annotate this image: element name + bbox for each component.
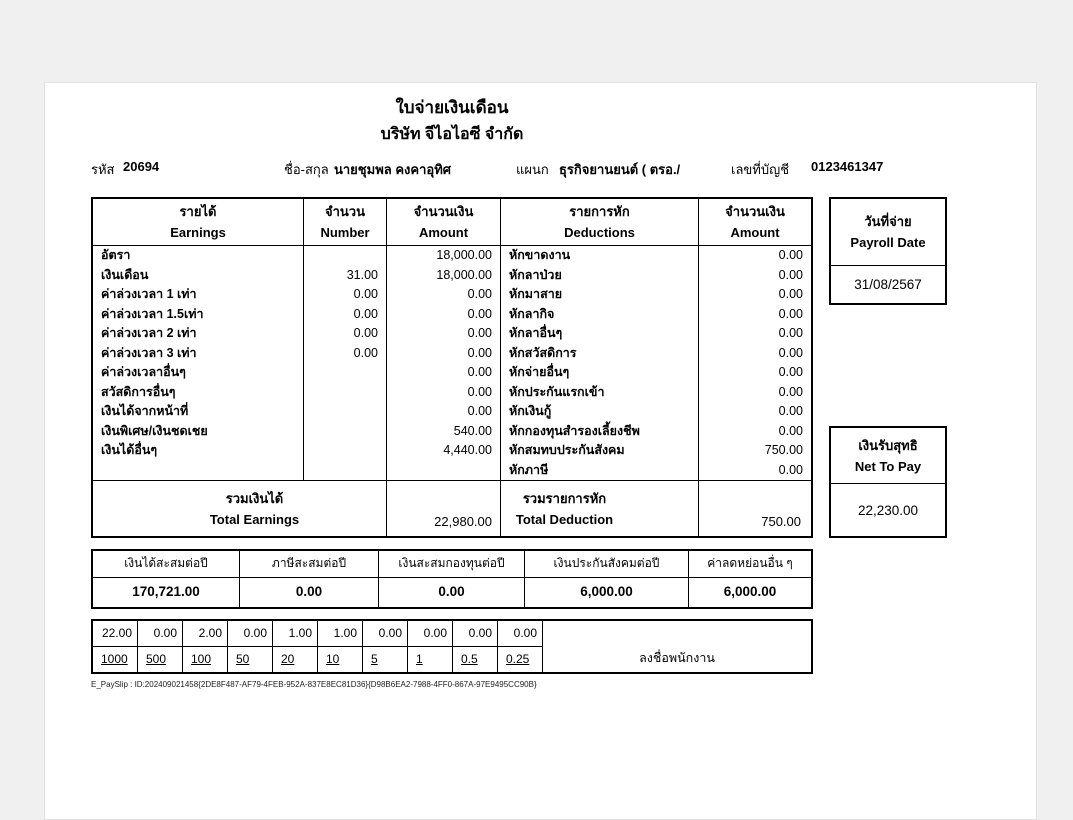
earning-row-amount: 540.00 xyxy=(453,423,492,438)
payroll-table-header xyxy=(93,199,811,246)
payroll-table-body xyxy=(93,246,811,480)
employee-name: นายชุมพล คงคาอุทิศ xyxy=(334,162,452,177)
header-number: จำนวน Number xyxy=(303,199,386,245)
earning-row-amount: 0.00 xyxy=(467,384,492,399)
earning-row-label: เงินเดือน xyxy=(101,267,149,282)
employee-code-label: รหัส xyxy=(91,162,115,177)
earning-row-number xyxy=(304,363,386,383)
denomination-count-cell: 0.00 xyxy=(408,621,453,647)
deduction-row-amount: 0.00 xyxy=(778,267,803,282)
net-to-pay-value: 22,230.00 xyxy=(857,502,919,518)
deduction-row-label: หักภาษี xyxy=(509,462,549,477)
earning-row-label: ค่าล่วงเวลาอื่นๆ xyxy=(101,365,186,379)
denomination-value-cell xyxy=(273,647,318,673)
deduction-row-label: หักลาอื่นๆ xyxy=(509,326,563,340)
denomination-value-cell xyxy=(318,647,363,673)
denomination-value: 0.25 xyxy=(506,652,530,667)
summary-column-value: 6,000.00 xyxy=(688,578,811,607)
denomination-value-cell xyxy=(453,647,498,673)
denomination-value: 1000 xyxy=(101,652,128,667)
header-deductions-amount: จำนวนเงิน Amount xyxy=(698,199,811,245)
total-deduction-label: รวมรายการหัก Total Deduction xyxy=(500,481,698,536)
summary-column-label: เงินได้สะสมต่อปี xyxy=(124,556,208,570)
denomination-value: 10 xyxy=(326,652,340,667)
denomination-value-cell xyxy=(138,647,183,673)
denomination-value-cell xyxy=(363,647,408,673)
deduction-row-amount: 0.00 xyxy=(778,423,803,438)
earning-row-number xyxy=(304,246,386,266)
deduction-row-label: หักลากิจ xyxy=(509,306,555,321)
deduction-row-label: หักสวัสดิการ xyxy=(509,345,577,360)
total-earnings-amount: 22,980.00 xyxy=(386,481,500,536)
deduction-row-amount: 0.00 xyxy=(778,462,803,477)
earning-row-label: เงินได้จากหน้าที่ xyxy=(101,404,189,418)
summary-column-label: ค่าลดหย่อนอื่น ๆ xyxy=(688,551,811,577)
denomination-counts-row xyxy=(93,621,543,647)
denomination-values-row xyxy=(93,647,543,673)
earning-row-label: ค่าล่วงเวลา 1.5เท่า xyxy=(101,306,204,321)
earning-row-number xyxy=(304,441,386,461)
deductions-amount-column xyxy=(698,246,811,480)
earnings-amount-column xyxy=(386,246,500,480)
header-earnings-amount: จำนวนเงิน Amount xyxy=(386,199,500,245)
header-deductions: รายการหัก Deductions xyxy=(500,199,698,245)
earning-row-number xyxy=(304,422,386,442)
yearly-summary-header-row xyxy=(93,551,811,578)
account-number-label: เลขที่บัญชี xyxy=(731,162,790,177)
denomination-value-cell xyxy=(408,647,453,673)
denomination-count-cell: 0.00 xyxy=(138,621,183,647)
earning-row-amount: 4,440.00 xyxy=(443,443,492,457)
earning-row-label: สวัสดิการอื่นๆ xyxy=(101,384,176,399)
summary-column-value: 170,721.00 xyxy=(132,584,200,599)
earning-row-amount: 0.00 xyxy=(467,404,492,418)
summary-column-label: ภาษีสะสมต่อปี xyxy=(239,551,378,577)
deduction-row-amount: 0.00 xyxy=(778,306,803,321)
earning-row-number xyxy=(304,402,386,422)
deduction-row-amount: 0.00 xyxy=(778,365,803,379)
denomination-count-cell: 1.00 xyxy=(318,621,363,647)
earning-row-number: 0.00 xyxy=(353,326,378,340)
denomination-value: 5 xyxy=(371,652,378,667)
earnings-number-column xyxy=(303,246,386,480)
earning-row-amount: 18,000.00 xyxy=(436,267,492,282)
denomination-value: 0.5 xyxy=(461,652,478,667)
deduction-row-label: หักขาดงาน xyxy=(509,248,571,262)
denomination-count-cell: 22.00 xyxy=(93,621,138,647)
denomination-count-cell: 0.00 xyxy=(498,621,543,647)
deduction-row-amount: 0.00 xyxy=(778,248,803,262)
department-value: ธุรกิจยานยนต์ ( ตรอ./ xyxy=(559,162,681,177)
deduction-row-label: หักสมทบประกันสังคม xyxy=(509,443,625,457)
earnings-labels-column xyxy=(93,246,303,480)
denomination-count-cell: 0.00 xyxy=(453,621,498,647)
earning-row-label: ค่าล่วงเวลา 2 เท่า xyxy=(101,326,197,340)
deduction-row-label: หักเงินกู้ xyxy=(509,404,552,418)
company-name: บริษัท จีไอไอซี จำกัด xyxy=(380,126,524,143)
earning-row-number: 31.00 xyxy=(346,267,378,282)
denomination-value: 1 xyxy=(416,652,423,667)
deduction-row-label: หักมาสาย xyxy=(509,287,563,301)
employee-info-row xyxy=(91,159,991,181)
deduction-row-amount: 0.00 xyxy=(778,345,803,360)
account-number: 0123461347 xyxy=(811,159,884,174)
yearly-summary-value-row xyxy=(93,578,811,607)
earning-row-label: อัตรา xyxy=(101,248,131,262)
earning-row-label: ค่าล่วงเวลา 1 เท่า xyxy=(101,287,197,301)
payroll-table-totals xyxy=(93,480,811,536)
earning-row-amount: 18,000.00 xyxy=(436,248,492,262)
summary-column-label: เงินสะสมกองทุนต่อปี xyxy=(378,551,524,577)
earning-row-number: 0.00 xyxy=(353,287,378,301)
yearly-summary-table xyxy=(91,549,813,609)
deduction-row-amount: 0.00 xyxy=(778,384,803,399)
earning-row-number: 0.00 xyxy=(353,345,378,360)
deduction-row-amount: 0.00 xyxy=(778,404,803,418)
deduction-row-label: หักลาป่วย xyxy=(509,267,562,282)
earning-row-label: ค่าล่วงเวลา 3 เท่า xyxy=(101,345,197,360)
payroll-date-value: 31/08/2567 xyxy=(854,277,922,292)
earning-row-amount: 0.00 xyxy=(467,306,492,321)
denomination-count-cell: 1.00 xyxy=(273,621,318,647)
deduction-row-amount: 750.00 xyxy=(764,443,803,457)
earning-row-amount: 0.00 xyxy=(467,345,492,360)
denomination-value-cell xyxy=(228,647,273,673)
deduction-row-label: หักกองทุนสำรองเลี้ยงชีพ xyxy=(509,423,640,438)
earning-row-number xyxy=(304,383,386,403)
employee-signature-cell xyxy=(543,621,811,672)
deductions-labels-column xyxy=(500,246,698,480)
earning-row-amount: 0.00 xyxy=(467,365,492,379)
deduction-row-amount: 0.00 xyxy=(778,326,803,340)
document-title: ใบจ่ายเงินเดือน xyxy=(395,98,509,117)
total-earnings-label: รวมเงินได้ Total Earnings xyxy=(209,490,300,527)
denomination-value-cell xyxy=(498,647,543,673)
denomination-count-cell: 2.00 xyxy=(183,621,228,647)
denomination-value-cell xyxy=(183,647,228,673)
deduction-row-amount: 0.00 xyxy=(778,287,803,301)
signature-label: ลงชื่อพนักงาน xyxy=(639,650,715,665)
net-to-pay-header: เงินรับสุทธิ Net To Pay xyxy=(831,428,945,484)
denominations-grid xyxy=(93,621,543,672)
summary-column-value: 6,000.00 xyxy=(524,578,688,607)
payroll-date-header: วันที่จ่าย Payroll Date xyxy=(831,199,945,266)
denomination-count-cell: 0.00 xyxy=(363,621,408,647)
department-label: แผนก xyxy=(516,162,549,177)
employee-name-label: ชื่อ-สกุล xyxy=(284,162,329,177)
payslip-id-footer: E_PaySlip : ID:202409021458{2DE8F487-AF79-4FEB-952A-837E8EC81D36}{D98B6EA2-7988-4FF0-867A-97E9495CC90B} xyxy=(91,680,537,689)
payroll-date-box xyxy=(829,197,947,305)
earning-row-number: 0.00 xyxy=(353,306,378,321)
total-deduction-amount: 750.00 xyxy=(698,481,811,536)
summary-column-value: 0.00 xyxy=(378,578,524,607)
denomination-value: 100 xyxy=(191,652,212,667)
net-to-pay-box xyxy=(829,426,947,538)
earning-row-label: เงินได้อื่นๆ xyxy=(101,443,158,457)
deduction-row-label: หักประกันแรกเข้า xyxy=(509,384,605,399)
denomination-value: 500 xyxy=(146,652,167,667)
payslip-document xyxy=(44,82,1037,820)
denomination-value-cell xyxy=(93,647,138,673)
employee-code: 20694 xyxy=(123,159,160,174)
earning-row-amount: 0.00 xyxy=(467,287,492,301)
denominations-table xyxy=(91,619,813,674)
earning-row-amount: 0.00 xyxy=(467,326,492,340)
deduction-row-label: หักจ่ายอื่นๆ xyxy=(509,365,570,379)
earning-row-label: เงินพิเศษ/เงินชดเชย xyxy=(101,423,208,438)
denomination-count-cell: 0.00 xyxy=(228,621,273,647)
summary-column-label: เงินประกันสังคมต่อปี xyxy=(524,551,688,577)
payroll-table xyxy=(91,197,813,538)
summary-column-value: 0.00 xyxy=(239,578,378,607)
denomination-value: 50 xyxy=(236,652,250,667)
denomination-value: 20 xyxy=(281,652,295,667)
header-earnings: รายได้ Earnings xyxy=(170,204,226,240)
